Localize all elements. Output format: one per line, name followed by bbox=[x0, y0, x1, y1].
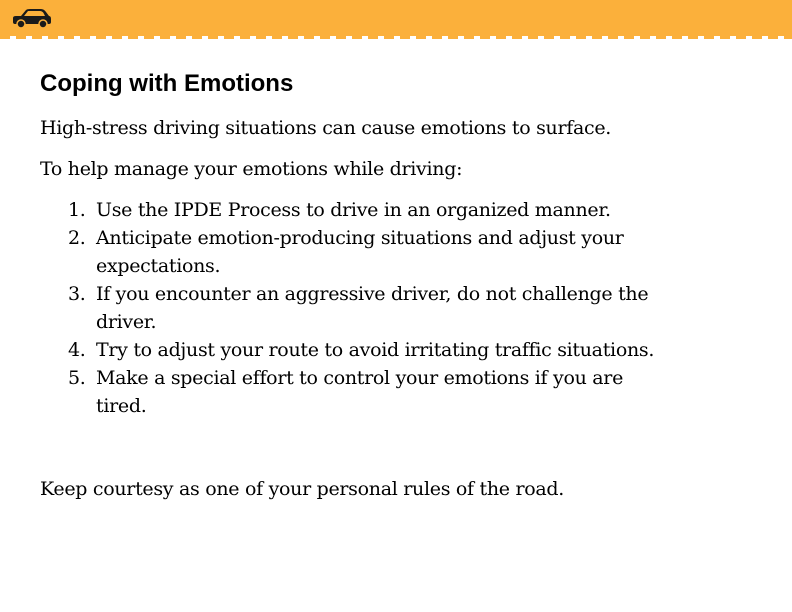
intro-text: High-stress driving situations can cause emotions to surface. bbox=[40, 117, 612, 139]
list-item-number: 5. bbox=[68, 367, 86, 389]
list-item bbox=[65, 196, 665, 224]
list-item-text: If you encounter an aggressive driver, do not challenge the driver. bbox=[96, 283, 649, 333]
closing-text: Keep courtesy as one of your personal rules of the road. bbox=[40, 478, 565, 500]
list-item-number: 2. bbox=[68, 227, 86, 249]
header-dashed-border bbox=[0, 36, 792, 39]
list-item-text: Try to adjust your route to avoid irritating traffic situations. bbox=[96, 339, 655, 361]
tips-list bbox=[65, 196, 665, 420]
list-item bbox=[65, 280, 665, 336]
list-item-text: Make a special effort to control your emotions if you are tired. bbox=[96, 367, 624, 417]
slide-title: Coping with Emotions bbox=[40, 70, 294, 97]
list-item bbox=[65, 336, 665, 364]
list-item-text: Use the IPDE Process to drive in an organized manner. bbox=[96, 199, 611, 221]
list-item bbox=[65, 224, 665, 280]
list-item-number: 1. bbox=[68, 199, 86, 221]
list-item-number: 3. bbox=[68, 283, 86, 305]
list-item-text: Anticipate emotion-producing situations and adjust your expectations. bbox=[96, 227, 624, 277]
list-item-number: 4. bbox=[68, 339, 86, 361]
list-item bbox=[65, 364, 665, 420]
lead-text: To help manage your emotions while driving: bbox=[40, 158, 463, 180]
header-bar bbox=[0, 0, 792, 36]
car-icon bbox=[10, 8, 54, 30]
